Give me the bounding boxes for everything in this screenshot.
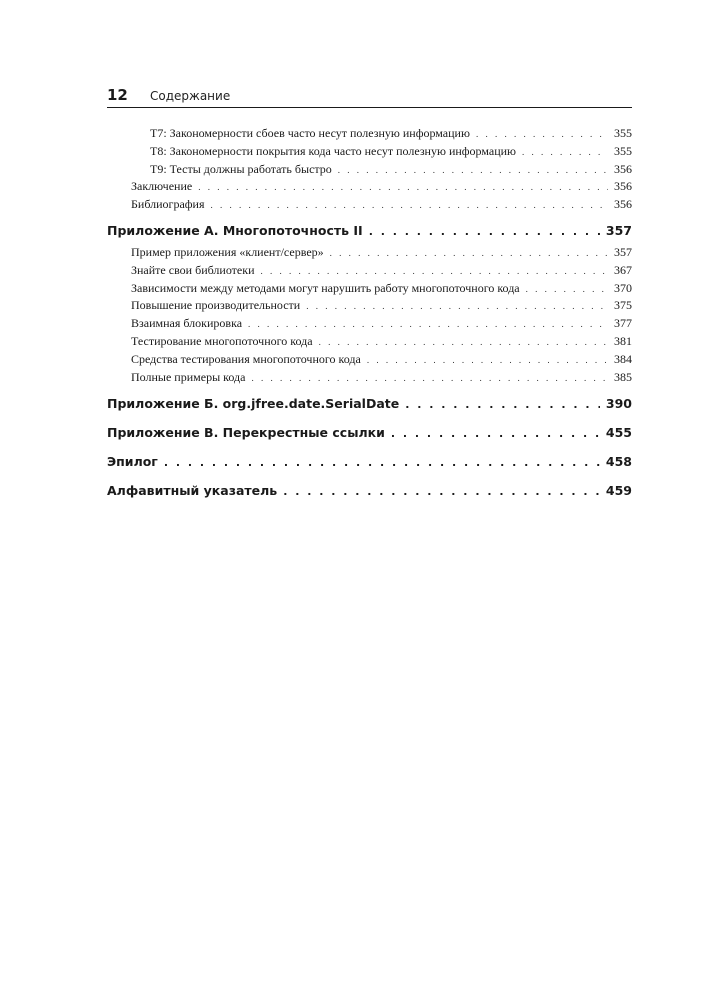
toc-entry-title: T8: Закономерности покрытия кода часто несут полезную информацию	[150, 143, 517, 158]
toc-entry-page: 356	[614, 179, 632, 194]
header-rule	[107, 107, 632, 108]
toc-entry-conclusion[interactable]	[107, 178, 632, 196]
toc-entry-t9[interactable]	[107, 161, 632, 179]
toc-entry-page: 356	[614, 161, 632, 176]
toc-entry-performance[interactable]	[107, 297, 632, 315]
dot-leader	[476, 126, 608, 144]
toc-entry-title: Пример приложения «клиент/сервер»	[131, 244, 324, 259]
dot-leader	[306, 298, 608, 316]
toc-entry-title: T7: Закономерности сбоев часто несут полезную информацию	[150, 126, 470, 140]
toc-entry-title: T9: Тесты должны работать быстро	[150, 161, 332, 176]
dot-leader	[198, 179, 608, 197]
toc-entry-full-examples[interactable]	[107, 369, 632, 387]
page-number: 12	[107, 86, 128, 104]
toc-entry-title: Средства тестирования многопоточного кода	[131, 351, 361, 366]
toc-entry-page: 459	[605, 483, 632, 499]
toc-entry-page: 367	[614, 262, 632, 277]
toc-entry-title: Заключение	[131, 179, 193, 194]
dot-leader	[330, 245, 608, 263]
toc-entry-page: 357	[614, 244, 632, 259]
toc-entry-page: 381	[614, 333, 632, 348]
toc-entry-title: Полные примеры кода	[131, 369, 246, 384]
dot-leader	[164, 453, 600, 473]
toc-entry-page: 377	[614, 316, 632, 331]
dot-leader	[283, 482, 600, 502]
toc-entry-page: 455	[605, 425, 632, 441]
dot-leader	[319, 334, 608, 352]
toc-entry-title: Алфавитный указатель	[107, 483, 278, 499]
toc-appendix-b[interactable]	[107, 394, 632, 414]
toc-entry-deadlock[interactable]	[107, 315, 632, 333]
dot-leader	[367, 352, 608, 370]
dot-leader	[369, 222, 600, 242]
toc-entry-page: 355	[614, 143, 632, 158]
toc-entry-title: Приложение В. Перекрестные ссылки	[107, 425, 385, 441]
toc-appendix-a[interactable]	[107, 221, 632, 241]
toc-entry-testing-threaded[interactable]	[107, 333, 632, 351]
toc-entry-libraries[interactable]	[107, 262, 632, 280]
toc-entry-page: 385	[614, 369, 632, 384]
toc-entry-title: Приложение Б. org.jfree.date.SerialDate	[107, 396, 400, 412]
toc-entry-bibliography[interactable]	[107, 196, 632, 214]
toc-entry-title: Взаимная блокировка	[131, 316, 243, 331]
toc-entry-title: Знайте свои библиотеки	[131, 262, 255, 277]
toc-entry-page: 355	[614, 126, 632, 140]
toc-entry-client-server[interactable]	[107, 244, 632, 262]
toc-entry-title: Эпилог	[107, 454, 158, 470]
toc-entry-t8[interactable]	[107, 143, 632, 161]
toc-entry-page: 390	[605, 396, 632, 412]
dot-leader	[522, 144, 608, 162]
dot-leader	[211, 197, 609, 215]
toc-entry-method-dependencies[interactable]	[107, 280, 632, 298]
dot-leader	[248, 316, 608, 334]
page-header	[107, 86, 632, 108]
toc-entry-t7[interactable]	[107, 125, 632, 143]
toc-entry-page: 370	[614, 280, 632, 295]
dot-leader	[526, 281, 608, 299]
toc-entry-title: Тестирование многопоточного кода	[131, 333, 313, 348]
toc-entry-title: Приложение А. Многопоточность II	[107, 222, 363, 238]
toc-entry-title: Повышение производительности	[131, 298, 301, 313]
toc-entry-page: 458	[605, 454, 632, 470]
dot-leader	[338, 162, 608, 180]
toc-epilogue[interactable]	[107, 452, 632, 472]
table-of-contents	[107, 125, 632, 501]
toc-entry-title: Библиография	[131, 197, 205, 212]
toc-entry-page: 356	[614, 197, 632, 212]
toc-appendix-c[interactable]	[107, 423, 632, 443]
dot-leader	[405, 395, 600, 415]
toc-entry-page: 357	[605, 222, 632, 238]
dot-leader	[251, 370, 608, 388]
running-title: Содержание	[150, 89, 231, 103]
toc-entry-page: 384	[614, 351, 632, 366]
dot-leader	[391, 424, 600, 444]
toc-entry-testing-tools[interactable]	[107, 351, 632, 369]
toc-index[interactable]	[107, 481, 632, 501]
dot-leader	[261, 263, 609, 281]
toc-entry-page: 375	[614, 298, 632, 313]
toc-entry-title: Зависимости между методами могут нарушить работу многопоточного кода	[131, 280, 520, 295]
